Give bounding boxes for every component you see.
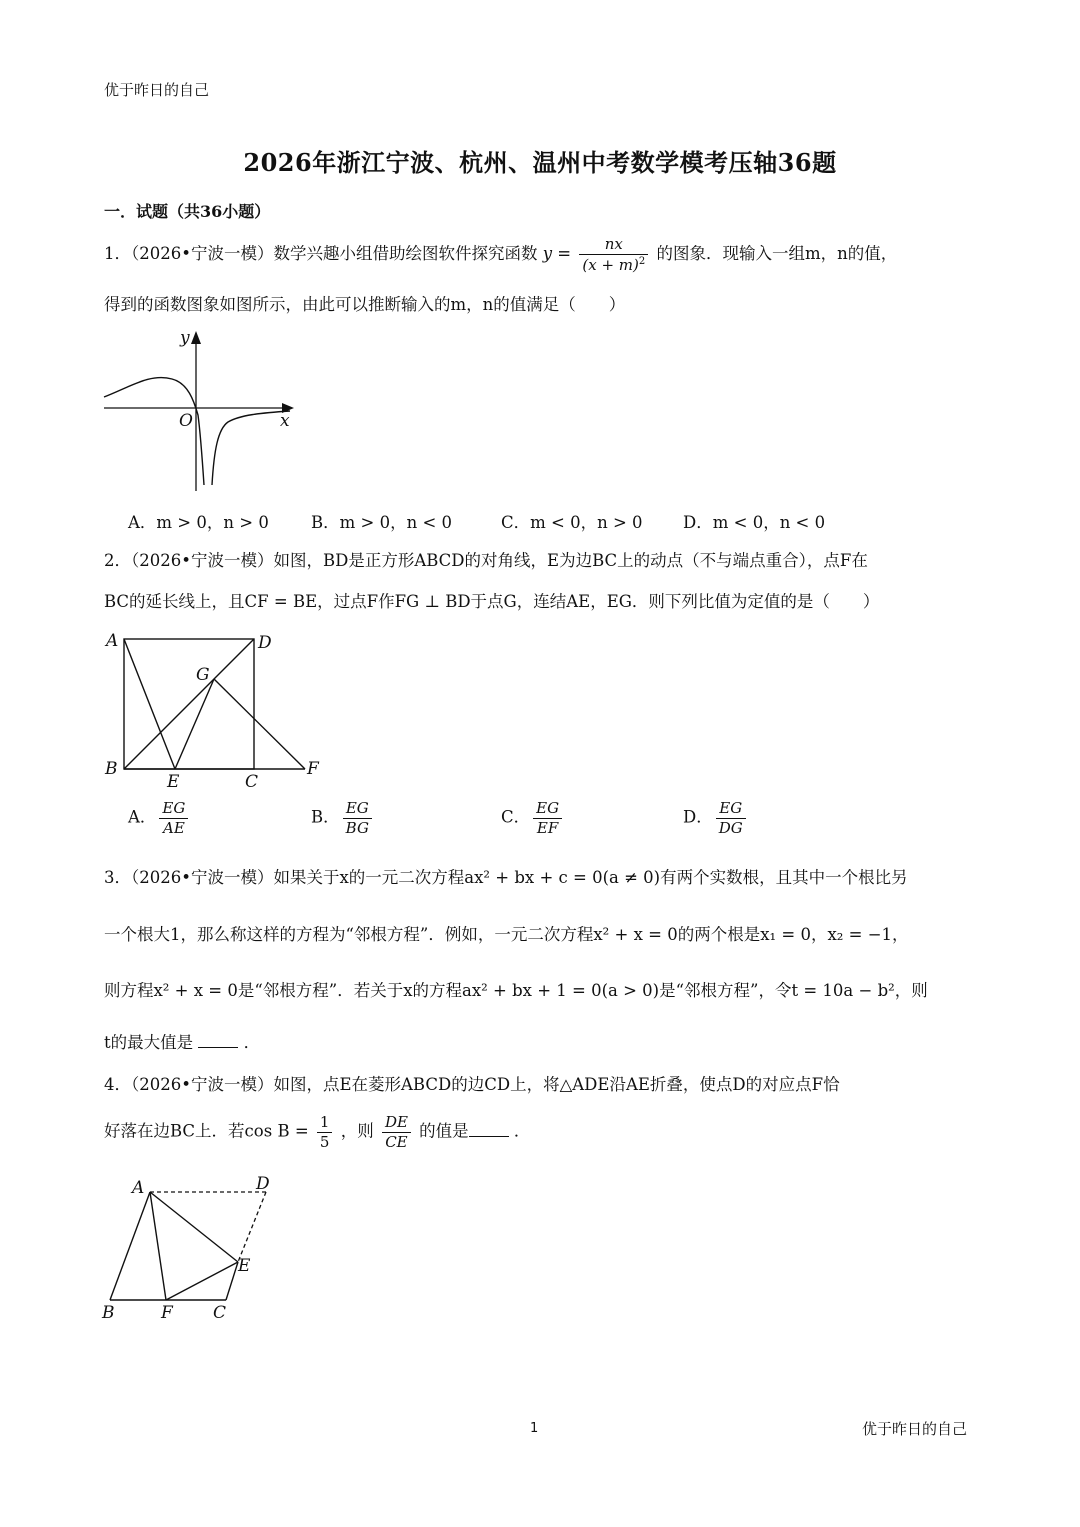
- q1-label-x: x: [280, 411, 290, 431]
- q1-line1: [104, 236, 897, 273]
- q4-segment-ae: [150, 1192, 238, 1262]
- page-header: 优于昨日的自己: [104, 81, 210, 99]
- q2-option-c-den: EF: [536, 818, 559, 837]
- q1-line2: 得到的函数图象如图所示，由此可以推断输入的m，n的值满足（ ）: [104, 295, 626, 314]
- q4-cos-fraction: [317, 1114, 333, 1150]
- q3-line4-prefix: t的最大值是: [104, 1033, 194, 1052]
- q3-answer-blank: [198, 1033, 238, 1048]
- q2-segment-ae: [124, 639, 175, 769]
- q1-func-den-base: (x + m): [582, 255, 639, 274]
- q2-label-c: C: [245, 772, 259, 792]
- q3-line1: 3．（2026•宁波一模）如果关于x的一元二次方程ax² + bx + c = 0(a ≠ 0)有两个实数根，且其中一个根比另: [104, 868, 908, 887]
- q2-option-b-num: EG: [343, 800, 372, 819]
- q1-function-fraction: [579, 236, 648, 273]
- q1-prefix: 1．（2026•宁波一模）数学兴趣小组借助绘图软件探究函数: [104, 244, 538, 263]
- q1-option-b: B．m > 0，n < 0: [311, 513, 453, 532]
- page-number: 1: [530, 1421, 539, 1436]
- q2-line2: BC的延长线上，且CF = BE，过点F作FG ⊥ BD于点G，连结AE，EG．则下列比值为定值的是（ ）: [104, 592, 880, 611]
- q2-option-a-label: A．: [128, 807, 157, 827]
- q4-rhombus-figure: [98, 1172, 288, 1327]
- q1-y-arrow: [191, 331, 201, 344]
- q1-option-a: A．m > 0，n > 0: [128, 513, 269, 532]
- document-title: 2026年浙江宁波、杭州、温州中考数学模考压轴36题: [243, 148, 837, 177]
- q3-line3: 则方程x² + x = 0是“邻根方程”．若关于x的方程ax² + bx + 1 = 0(a > 0)是“邻根方程”，令t = 10a − b²，则: [104, 981, 928, 1000]
- q2-option-d-num: EG: [716, 800, 746, 819]
- q4-line2-mid: ，则: [340, 1121, 374, 1141]
- q1-curve-left: [104, 378, 204, 485]
- q2-label-e: E: [167, 772, 180, 792]
- q4-label-a: A: [132, 1178, 145, 1198]
- q1-func-numerator: nx: [579, 236, 648, 255]
- q1-curve-right: [212, 411, 290, 485]
- q2-option-c: [501, 800, 565, 836]
- q2-option-b-label: B．: [311, 807, 340, 827]
- q1-option-c: C．m < 0，n > 0: [501, 513, 643, 532]
- q4-label-b: B: [102, 1303, 115, 1323]
- q2-option-c-label: C．: [501, 807, 531, 827]
- q4-cos-den: 5: [319, 1132, 330, 1151]
- q2-square-figure: [100, 627, 330, 792]
- q2-segment-eg: [175, 679, 214, 769]
- q2-option-a-den: AE: [162, 818, 185, 837]
- q4-ratio-num: DE: [382, 1114, 411, 1133]
- q4-answer-blank: [469, 1122, 509, 1137]
- q1-label-o: O: [179, 411, 193, 431]
- q3-line2: 一个根大1，那么称这样的方程为“邻根方程”．例如，一元二次方程x² + x = 0的两个根是x₁ = 0，x₂ = −1，: [104, 925, 909, 944]
- q2-option-d-label: D．: [683, 807, 713, 827]
- q2-diagonal-bd: [124, 639, 254, 769]
- q4-cos-num: 1: [317, 1114, 333, 1133]
- q2-option-d: [683, 800, 749, 836]
- q2-option-b: [311, 800, 375, 836]
- q2-option-a: [128, 800, 191, 836]
- q1-func-lhs: y =: [542, 244, 572, 263]
- section-heading: 一．试题（共36小题）: [104, 202, 271, 221]
- q1-label-y: y: [180, 328, 190, 348]
- q2-label-f: F: [307, 759, 319, 779]
- q4-label-f: F: [161, 1303, 173, 1323]
- q2-segment-fg: [214, 679, 305, 769]
- q4-segment-de-dashed: [238, 1192, 266, 1262]
- q4-segment-ab: [110, 1192, 150, 1300]
- q2-label-d: D: [258, 633, 272, 653]
- q4-ratio-fraction: [382, 1114, 411, 1150]
- q3-line4-suffix: ．: [243, 1033, 261, 1052]
- q1-function-graph: [100, 325, 300, 495]
- q4-line2: [104, 1114, 530, 1150]
- q4-label-e: E: [238, 1256, 251, 1276]
- q2-label-b: B: [105, 759, 118, 779]
- q2-option-c-num: EG: [533, 800, 562, 819]
- q2-option-a-num: EG: [159, 800, 188, 819]
- q4-line1: 4．（2026•宁波一模）如图，点E在菱形ABCD的边CD上，将△ADE沿AE折叠，使点D的对应点F恰: [104, 1075, 840, 1094]
- q4-ratio-den: CE: [385, 1132, 408, 1151]
- q2-line1: 2．（2026•宁波一模）如图，BD是正方形ABCD的对角线，E为边BC上的动点（不与端点重合），点F在: [104, 551, 868, 570]
- q4-segment-af: [150, 1192, 166, 1300]
- q1-func-denominator: [579, 255, 648, 274]
- q2-option-d-den: DG: [718, 818, 743, 837]
- q4-label-d: D: [256, 1174, 270, 1194]
- q1-suffix: 的图象．现输入一组m，n的值，: [656, 244, 898, 263]
- q1-func-den-exp: 2: [638, 255, 646, 267]
- q1-option-d: D．m < 0，n < 0: [683, 513, 826, 532]
- q4-line2-suffix: 的值是: [419, 1121, 469, 1141]
- q2-label-a: A: [106, 631, 119, 651]
- q2-label-g: G: [196, 665, 210, 685]
- q4-line2-prefix: 好落在边BC上．若cos B =: [104, 1121, 309, 1141]
- q2-option-b-den: BG: [345, 818, 369, 837]
- q4-line2-end: ．: [513, 1121, 531, 1141]
- q4-label-c: C: [213, 1303, 227, 1323]
- q3-line4: [104, 1033, 260, 1052]
- page-footer: 优于昨日的自己: [862, 1420, 968, 1438]
